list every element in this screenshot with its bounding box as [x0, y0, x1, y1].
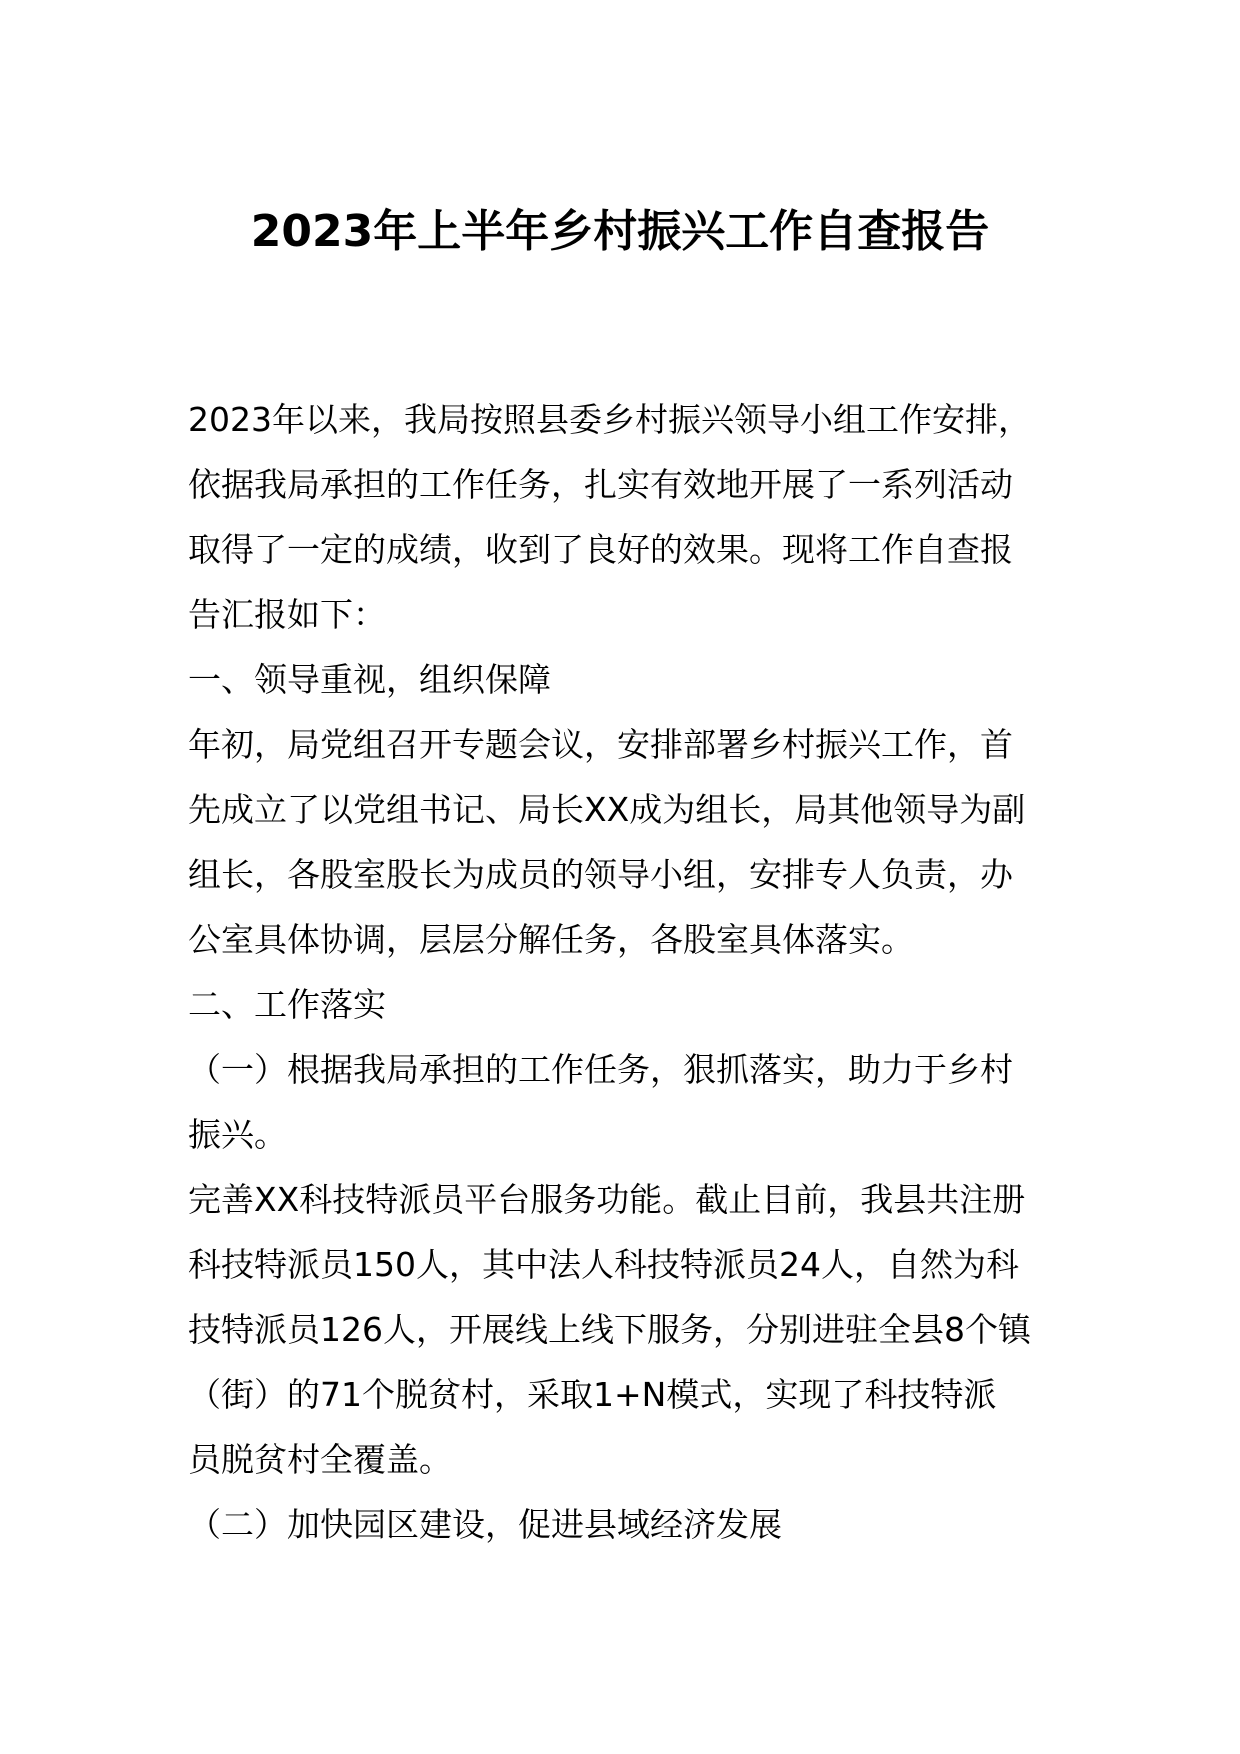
paragraph-line: 科技特派员150人，其中法人科技特派员24人，自然为科 — [188, 1245, 1019, 1284]
paragraph-line: 2023年以来，我局按照县委乡村振兴领导小组工作安排， — [188, 400, 1031, 439]
paragraph-line: 完善XX科技特派员平台服务功能。截止目前，我县共注册 — [188, 1180, 1026, 1219]
paragraph-line: 先成立了以党组书记、局长XX成为组长，局其他领导为副 — [188, 790, 1026, 829]
paragraph-line: 员脱贫村全覆盖。 — [188, 1440, 452, 1479]
paragraph-line: 组长，各股室股长为成员的领导小组，安排专人负责，办 — [188, 855, 1013, 894]
subsection-heading: 振兴。 — [188, 1115, 287, 1154]
subsection-heading: （一）根据我局承担的工作任务，狠抓落实，助力于乡村 — [188, 1050, 1013, 1089]
subsection-heading: （二）加快园区建设，促进县域经济发展 — [188, 1505, 782, 1544]
section-heading: 一、领导重视，组织保障 — [188, 660, 551, 699]
paragraph-line: 依据我局承担的工作任务，扎实有效地开展了一系列活动 — [188, 465, 1013, 504]
document-title: 2023年上半年乡村振兴工作自查报告 — [250, 206, 990, 257]
paragraph-line: 年初，局党组召开专题会议，安排部署乡村振兴工作，首 — [188, 725, 1013, 764]
document-body — [188, 387, 1058, 1557]
paragraph-line: 技特派员126人，开展线上线下服务，分别进驻全县8个镇 — [188, 1310, 1031, 1349]
paragraph-line: 公室具体协调，层层分解任务，各股室具体落实。 — [188, 920, 914, 959]
paragraph-line: （街）的71个脱贫村，采取1+N模式，实现了科技特派 — [188, 1375, 997, 1414]
paragraph-line: 取得了一定的成绩，收到了良好的效果。现将工作自查报 — [188, 530, 1013, 569]
paragraph-line: 告汇报如下： — [188, 595, 386, 634]
section-heading: 二、工作落实 — [188, 985, 386, 1024]
